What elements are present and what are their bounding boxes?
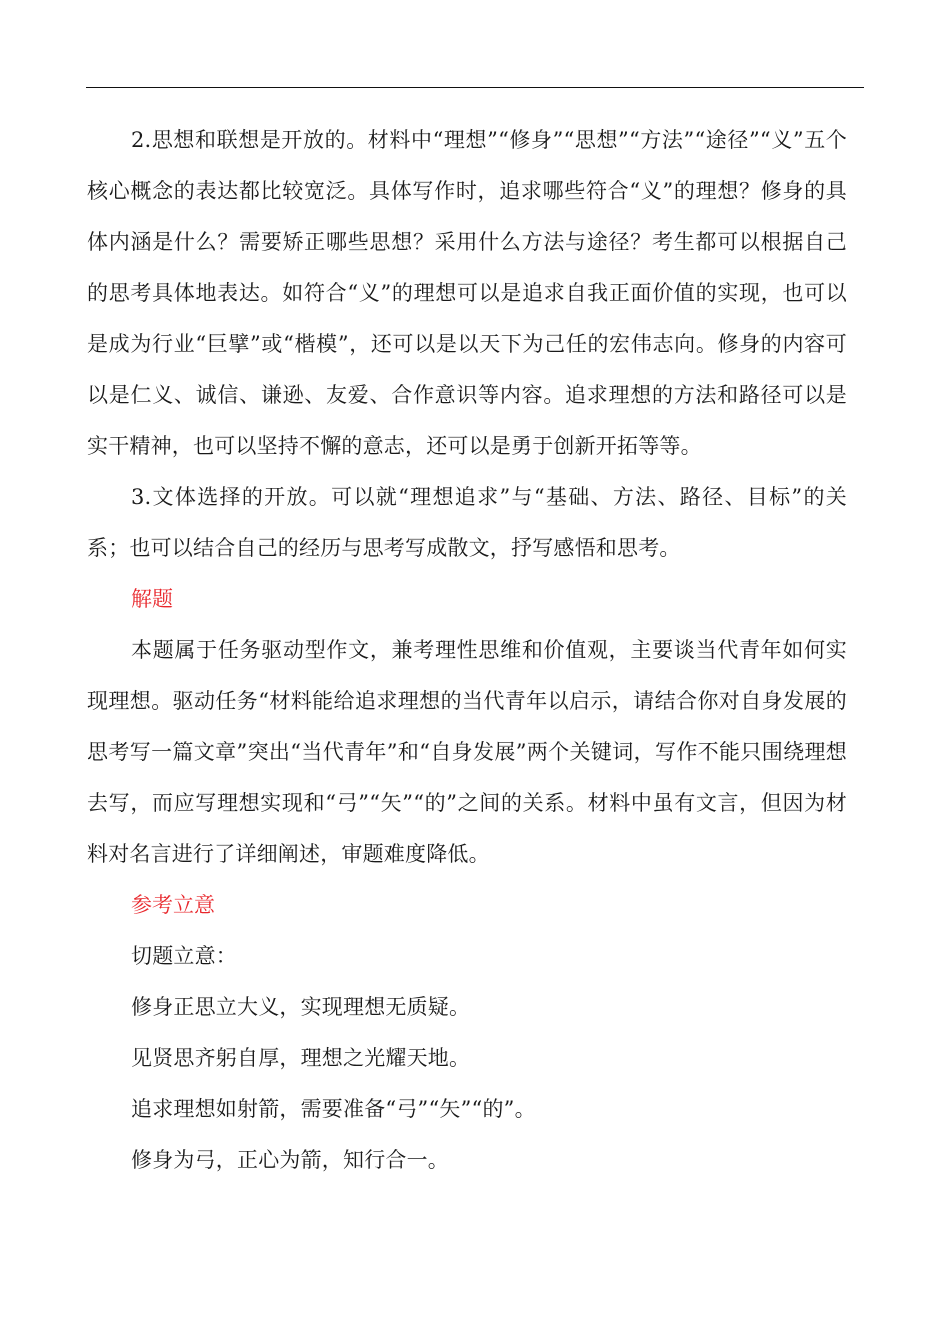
section-heading-reference-themes: 参考立意 [131, 893, 215, 917]
theme-item-2: 见贤思齐躬自厚，理想之光耀天地。 [131, 1046, 471, 1070]
theme-item-1: 修身正思立大义，实现理想无质疑。 [131, 995, 471, 1019]
theme-item-3: 追求理想如射箭，需要准备“弓”“矢”“的”。 [131, 1097, 536, 1121]
section-heading-analysis: 解题 [131, 587, 173, 611]
theme-item-4: 修身为弓，正心为箭，知行合一。 [131, 1148, 449, 1172]
paragraph-openness-of-thought: 2.思想和联想是开放的。材料中“理想”“修身”“思想”“方法”“途径”“义”五个核心概念的表达都比较宽泛。具体写作时，追求哪些符合“义”的理想？修身的具体内涵是什么？需要矫正哪些思想？采用什么方法与途径？考生都可以根据自己的思考具体地表达。如符合“义”的理想可以是追求自我正面价值的实现，也可以是成为行业“巨擘”或“楷模”，还可以是以天下为己任的宏伟志向。修身的内容可以是仁义、诚信、谦逊、友爱、合作意识等内容。追求理想的方法和路径可以是实干精神，也可以坚持不懈的意志，还可以是勇于创新开拓等等。 [87, 128, 847, 458]
document-body [87, 115, 847, 1186]
paragraph-analysis: 本题属于任务驱动型作文，兼考理性思维和价值观，主要谈当代青年如何实现理想。驱动任务“材料能给追求理想的当代青年以启示，请结合你对自身发展的思考写一篇文章”突出“当代青年”和“自身发展”两个关键词，写作不能只围绕理想去写，而应写理想实现和“弓”“矢”“的”之间的关系。材料中虽有文言，但因为材料对名言进行了详细阐述，审题难度降低。 [87, 638, 847, 866]
header-rule [86, 87, 864, 88]
reference-themes-label: 切题立意： [131, 944, 237, 968]
paragraph-openness-of-style: 3.文体选择的开放。可以就“理想追求”与“基础、方法、路径、目标”的关系；也可以结合自己的经历与思考写成散文，抒写感悟和思考。 [87, 485, 847, 560]
